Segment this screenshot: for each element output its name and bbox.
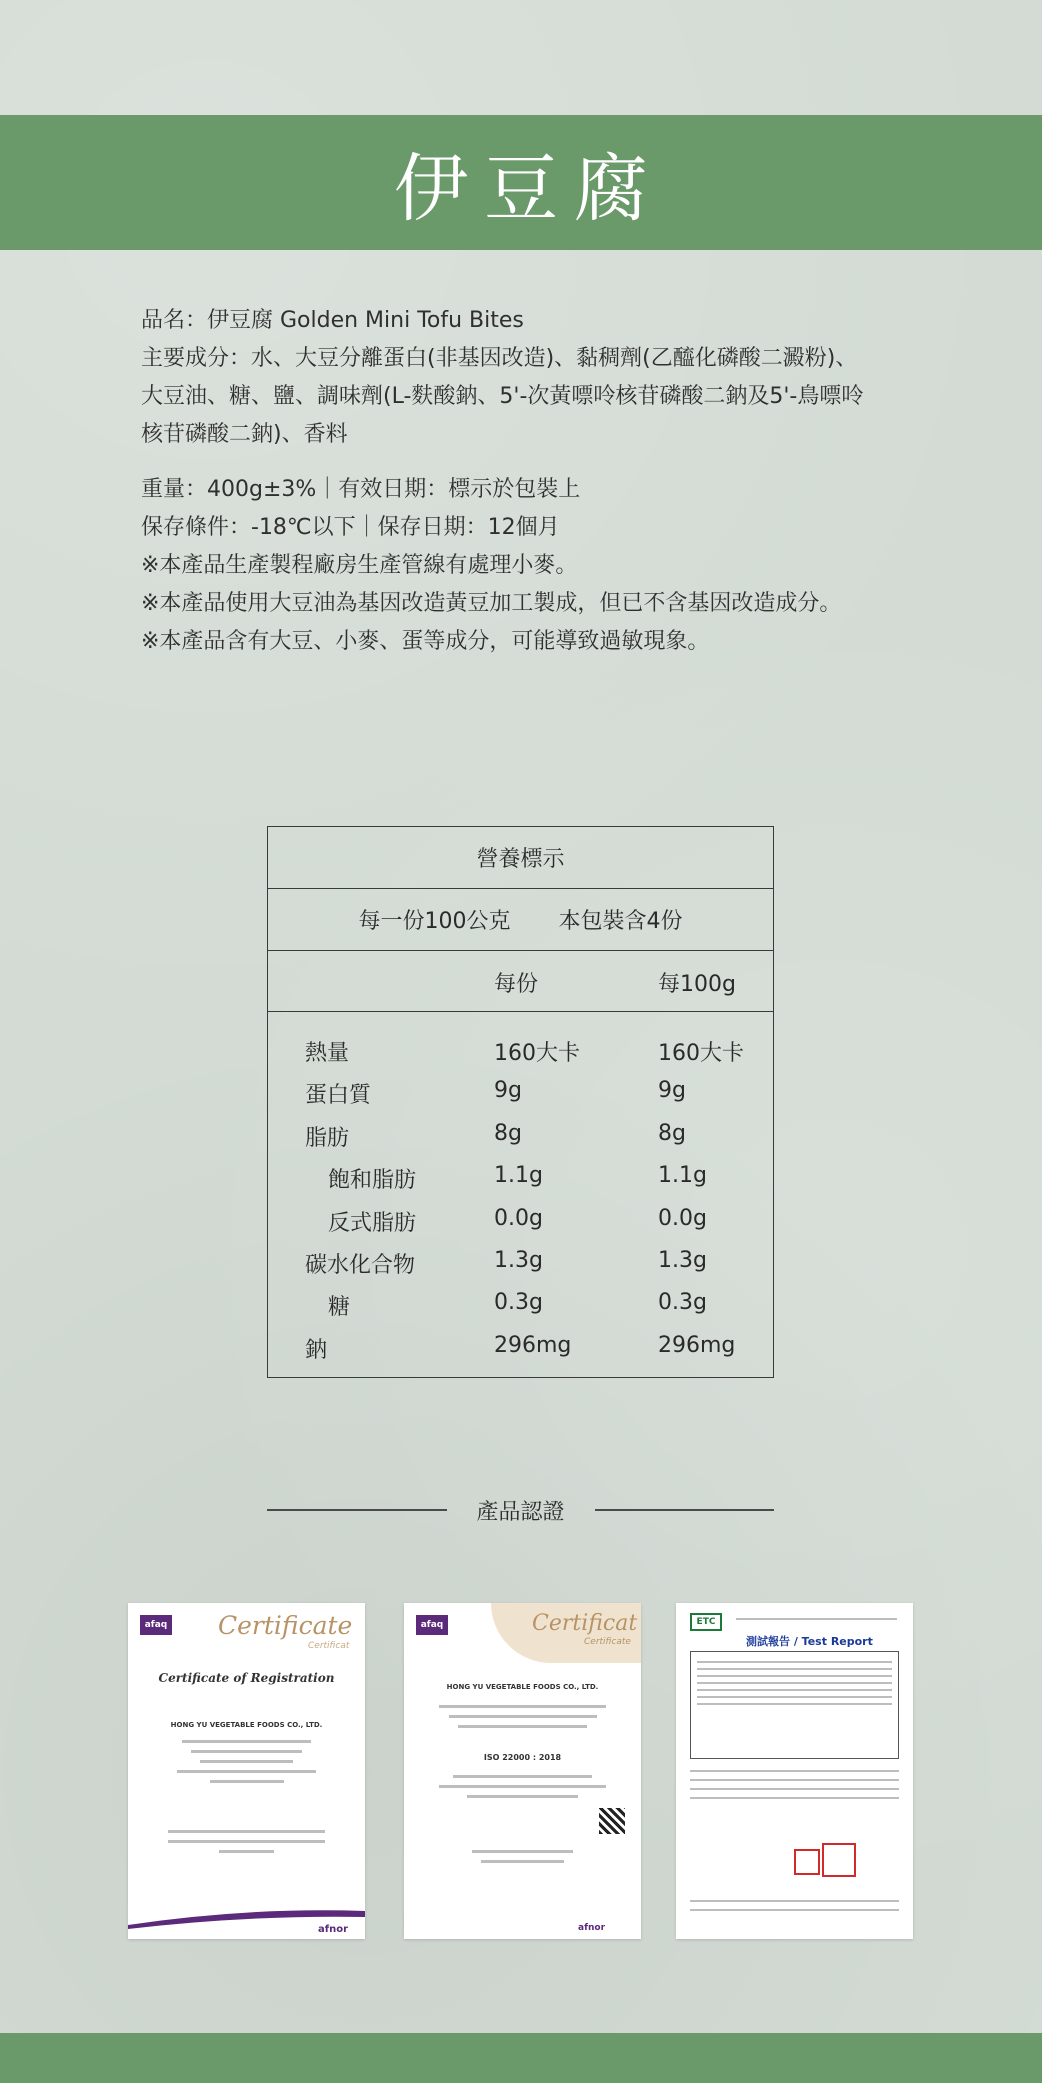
seal-stamp-icon <box>822 1843 856 1877</box>
title-banner <box>0 115 1042 250</box>
storage-line: 保存條件：-18℃以下｜保存日期：12個月 <box>141 515 560 540</box>
ingredients-line-3: 核苷磷酸二鈉)、香料 <box>141 422 348 447</box>
product-name-line: 品名：伊豆腐 Golden Mini Tofu Bites <box>141 308 524 333</box>
nutrition-table <box>267 826 774 1378</box>
certificate-test-report[interactable]: ETC 測試報告 / Test Report <box>676 1603 913 1939</box>
page-title: 伊豆腐 <box>394 145 664 232</box>
nutrition-body <box>268 1012 773 1367</box>
nutrition-header-row <box>268 951 773 1012</box>
nutrition-title: 營養標示 <box>268 827 773 889</box>
afaq-logo: afaq <box>416 1615 448 1635</box>
etc-logo: ETC <box>690 1613 722 1631</box>
certifications-heading: 產品認證 <box>267 1492 774 1528</box>
ingredients-line-2: 大豆油、糖、鹽、調味劑(L-麩酸鈉、5'-次黃嘌呤核苷磷酸二鈉及5'-鳥嘌呤 <box>141 384 864 409</box>
divider <box>595 1509 775 1511</box>
afaq-logo: afaq <box>140 1615 172 1635</box>
note-gmo: ※本產品使用大豆油為基因改造黃豆加工製成，但已不含基因改造成分。 <box>141 591 842 616</box>
nutrition-serving-row <box>268 889 773 951</box>
footer-band <box>0 2033 1042 2083</box>
certificate-iso22000[interactable]: afaq Certificat Certificate HONG YU VEGETABLE FOODS CO., LTD. ISO 22000 : 2018 afnor <box>404 1603 641 1939</box>
note-wheat: ※本產品生產製程廠房生產管線有處理小麥。 <box>141 553 578 578</box>
ingredients-line-1: 主要成分：水、大豆分離蛋白(非基因改造)、黏稠劑(乙醯化磷酸二澱粉)、 <box>141 346 858 371</box>
col-per-serving: 每份 <box>494 972 539 997</box>
report-table <box>690 1651 899 1759</box>
nutrition-row: 熱量 160大卡 160大卡 <box>305 1041 744 1066</box>
nutrition-row: 鈉 296mg 296mg <box>305 1332 736 1363</box>
nutrition-row: 糖 0.3g 0.3g <box>328 1290 707 1321</box>
nutrition-row: 脂肪 8g 8g <box>305 1120 686 1151</box>
qr-code-icon <box>599 1808 625 1834</box>
nutrition-row: 碳水化合物 1.3g 1.3g <box>305 1247 707 1278</box>
servings-per-pack: 本包裝含4份 <box>558 909 683 934</box>
certificate-haccp[interactable]: afaq Certificate Certificat Certificate of Registration HONG YU VEGETABLE FOODS CO., LTD. afnor <box>128 1603 365 1939</box>
seal-stamp-icon <box>794 1849 820 1875</box>
note-allergen: ※本產品含有大豆、小麥、蛋等成分，可能導致過敏現象。 <box>141 629 710 654</box>
divider <box>267 1509 447 1511</box>
nutrition-row: 飽和脂肪 1.1g 1.1g <box>328 1163 707 1194</box>
serving-size: 每一份100公克 <box>358 909 511 934</box>
product-info <box>141 302 921 661</box>
weight-line: 重量：400g±3%｜有效日期：標示於包裝上 <box>141 477 581 502</box>
col-per-100g: 每100g <box>658 972 736 997</box>
nutrition-row: 蛋白質 9g 9g <box>305 1078 686 1109</box>
nutrition-row: 反式脂肪 0.0g 0.0g <box>328 1205 707 1236</box>
